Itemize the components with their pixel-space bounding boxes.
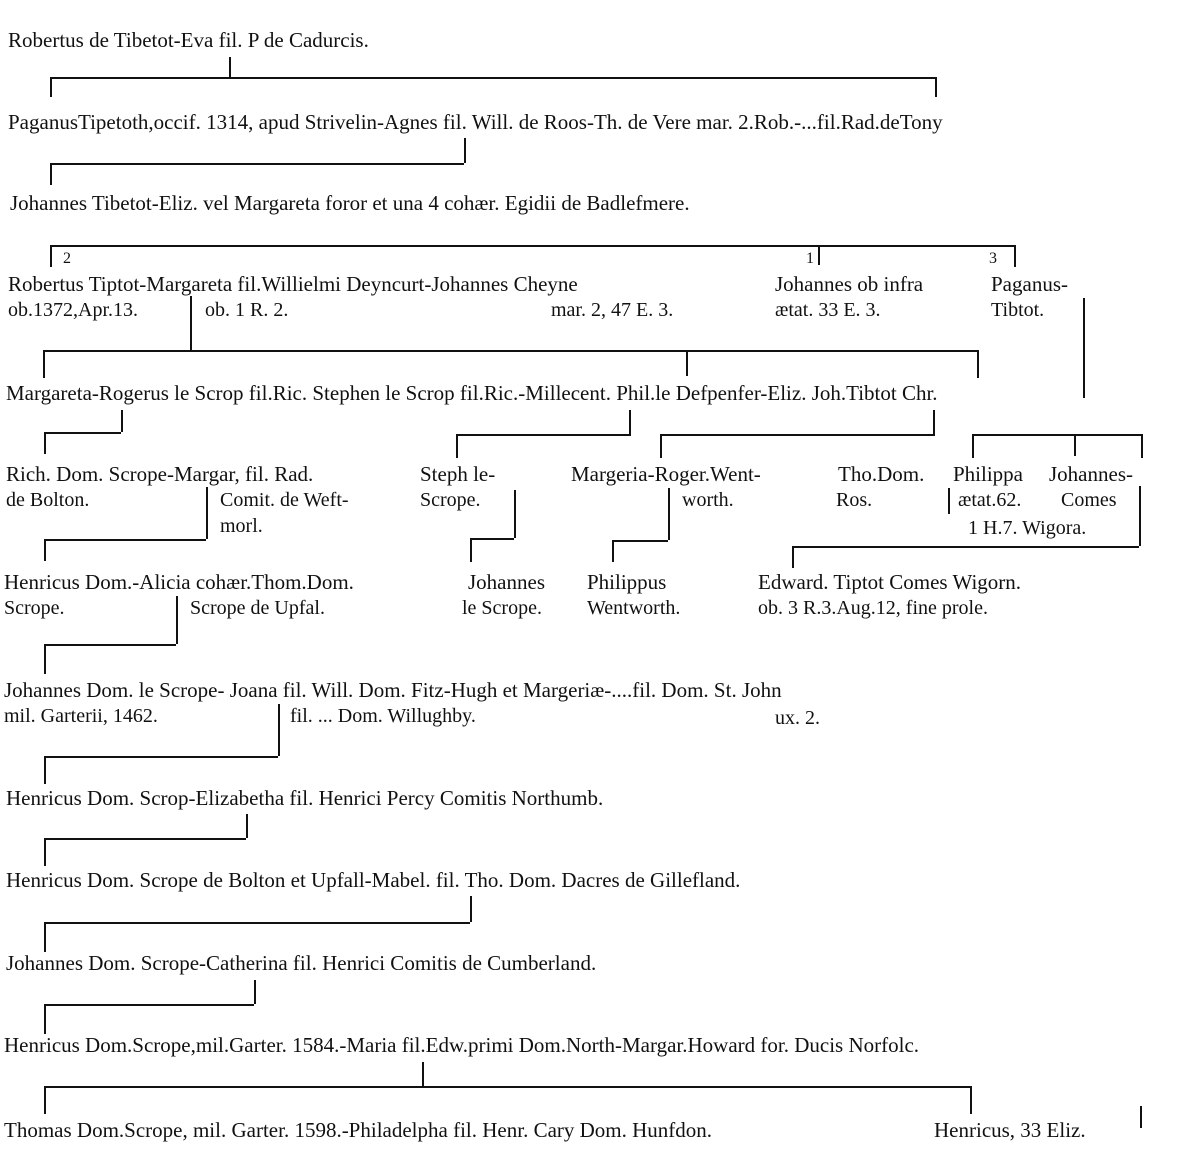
row6-bolton: de Bolton. [6,489,90,511]
row9-text: Henricus Dom. Scrop-Elizabetha fil. Henrici Percy Comitis Northumb. [6,786,604,810]
row8-ux2: ux. 2. [775,707,820,729]
row4-order-1: 1 [806,250,814,267]
row7-johannes: Johannes [468,570,545,594]
row4-divider [190,296,192,350]
row7-philippus: Philippus [587,570,667,594]
row7-le-scrope: le Scrope. [462,597,542,619]
row8-garterii: mil. Garterii, 1462. [4,705,158,727]
row4-order-2: 2 [63,250,71,267]
row11-descent [254,980,256,1004]
row5-descent-b [629,410,631,434]
row7-bracket-a-drop [44,644,46,674]
row9-descent [246,814,248,838]
row7-edward-note: ob. 3 R.3.Aug.12, fine prole. [758,597,988,619]
row7-upfal: Scrope de Upfal. [190,597,325,619]
row6-margeria: Margeria-Roger.Went- [571,462,761,486]
row6-bracket-d-drop [612,540,614,562]
row5-bracket-c [660,434,935,458]
row6-bracket-c [470,538,514,540]
row4-line1: Robertus Tiptot-Margareta fil.Willielmi Deyncurt-Johannes Cheyne [8,272,578,296]
row8-bracket [44,756,278,758]
row7-wentworth: Wentworth. [587,597,681,619]
row6-divider-a [206,487,208,539]
row10-descent [470,896,472,922]
row6-tho-dom: Tho.Dom. [838,462,925,486]
row1-sibling-bracket [50,77,937,97]
row6-morl: morl. [220,515,263,537]
row7-scrope: Scrope. [4,597,65,619]
row3-bracket-tick-1 [818,245,820,265]
row5-descent-c [933,410,935,434]
row6-westmorl: Comit. de Weft- [220,489,349,511]
row7-edward: Edward. Tiptot Comes Wigorn. [758,570,1022,594]
row6-wentworth: worth. [682,489,734,511]
row12-text: Henricus Dom.Scrope,mil.Garter. 1584.-Maria fil.Edw.primi Dom.North-Margar.Howard for. Ducis Norfolc. [4,1033,920,1057]
row10-bracket-drop [44,922,46,952]
row6-johannes: Johannes- [1049,462,1133,486]
row9-bracket-drop [44,838,46,866]
row5-bracket-d [972,434,1143,458]
row8-bracket-drop [44,756,46,784]
row6-divider-c [514,490,516,538]
row6-bracket-d [612,540,668,542]
row4-sibling-bracket [43,350,979,378]
row5-bracket-b [456,434,631,458]
row11-bracket-drop [44,1004,46,1034]
row2-bracket-drop [50,163,52,185]
row4-margareta-dates: ob. 1 R. 2. [205,299,289,321]
row4-cheyne-dates: mar. 2, 47 E. 3. [551,299,674,321]
row6-comes: Comes [1061,489,1117,511]
row4-johannes-note: ætat. 33 E. 3. [775,299,881,321]
row8-line1: Johannes Dom. le Scrope- Joana fil. Will. Dom. Fitz-Hugh et Margeriæ-....fil. Dom. St. John [4,678,782,702]
row4-paganus-name: Tibtot. [991,299,1045,321]
row8-willughby: fil. ... Dom. Willughby. [290,705,476,727]
row7-divider-a [176,596,178,644]
row5-text: Margareta-Rogerus le Scrop fil.Ric. Stephen le Scrop fil.Ric.-Millecent. Phil.le Defpenfer-Eliz. Joh.Tibtot Chr. [6,381,938,405]
row9-bracket [44,838,246,840]
row11-text: Johannes Dom. Scrope-Catherina fil. Henrici Comitis de Cumberland. [6,951,597,975]
row10-text: Henricus Dom. Scrope de Bolton et Upfall-Mabel. fil. Tho. Dom. Dacres de Gillefland. [6,868,741,892]
row5-bracket-a [44,432,121,434]
row6-bracket-g [792,546,1139,548]
row2-bracket [50,163,464,165]
row6-ros: Ros. [836,489,873,511]
row8-divider [278,704,280,756]
row6-divider-f [948,488,950,514]
row6-philippa: Philippa [953,462,1024,486]
row6-bracket-a [44,539,206,541]
row2-text: PaganusTipetoth,occif. 1314, apud Strivelin-Agnes fil. Will. de Roos-Th. de Vere mar. 2.Rob.-...fil.Rad.deTony [8,110,943,134]
row6-line1: Rich. Dom. Scrope-Margar, fil. Rad. [6,462,314,486]
row5-descent-a [121,410,123,432]
row12-sibling-bracket [44,1086,972,1114]
row6-wigora: 1 H.7. Wigora. [968,517,1087,539]
row4-paganus-descent [1083,298,1085,398]
row11-bracket [44,1004,254,1006]
row1-descent-line [229,57,231,77]
row1-text: Robertus de Tibetot-Eva fil. P de Cadurcis. [8,28,369,52]
row12-descent [422,1062,424,1086]
row13-text: Thomas Dom.Scrope, mil. Garter. 1598.-Philadelpha fil. Henr. Cary Dom. Hunfdon. [4,1118,713,1142]
row4-robertus-dates: ob.1372,Apr.13. [8,299,138,321]
row2-descent-line [464,138,466,163]
row7-bracket-a [44,644,176,646]
row6-philippa-age: ætat.62. [958,489,1022,511]
row6-bracket-a-drop [44,539,46,561]
row13-henricus: Henricus, 33 Eliz. [934,1118,1086,1142]
row6-steph: Steph le- [420,462,496,486]
row6-bracket-c-drop [470,538,472,562]
row4-paganus: Paganus- [991,272,1068,296]
row7-henricus: Henricus Dom.-Alicia cohær.Thom.Dom. [4,570,354,594]
row6-divider-d [668,488,670,540]
row3-sibling-bracket [50,245,1016,267]
row3-text: Johannes Tibetot-Eliz. vel Margareta foror et una 4 cohær. Egidii de Badlefmere. [10,191,690,215]
row10-bracket [44,922,470,924]
row4-order-3: 3 [989,250,997,267]
row4-bracket-tick [686,350,688,376]
row4-johannes: Johannes ob infra [775,272,924,296]
row6-divider-g [1139,486,1141,546]
row5-bracket-d-tick [1074,434,1076,456]
row5-bracket-a-drop [44,432,46,454]
row6-bracket-g-drop [792,546,794,568]
row6-steph-scrope: Scrope. [420,489,481,511]
row13-end-mark [1140,1106,1142,1128]
